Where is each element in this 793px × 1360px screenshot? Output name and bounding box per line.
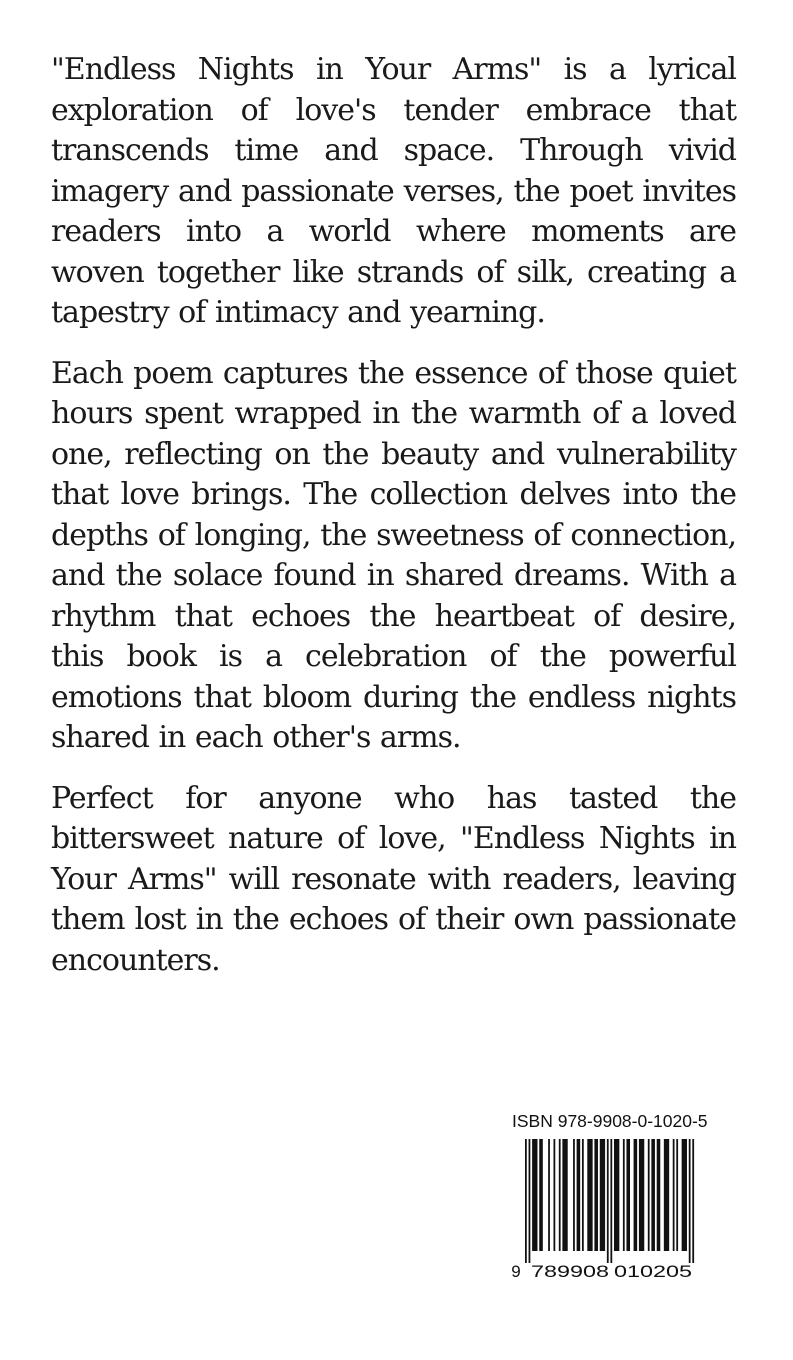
- barcode-bar: [587, 1139, 592, 1251]
- barcode-lead-digit: 9: [511, 1262, 521, 1281]
- barcode-bar: [548, 1139, 550, 1251]
- barcode-bar: [529, 1139, 531, 1263]
- barcode-bar: [532, 1139, 537, 1251]
- barcode-bar: [692, 1139, 694, 1263]
- barcode-bar: [562, 1139, 567, 1251]
- description-paragraph-1: "Endless Nights in Your Arms" is a lyrical exploration of love's tender embrace that transcends time and space. Through vivid imagery and passionate verses, the poet invites readers into a world where moments are woven together like strands of silk, creating a tapestry of intimacy and yearning.: [51, 52, 736, 330]
- isbn-barcode-block: [508, 1109, 708, 1284]
- barcode-bar: [573, 1139, 575, 1251]
- barcode-bar: [689, 1139, 691, 1263]
- barcode-right-digits: 010205: [614, 1262, 692, 1281]
- barcode-bar: [559, 1139, 561, 1251]
- barcode-bar: [648, 1139, 650, 1251]
- barcode-bar: [594, 1139, 598, 1251]
- barcode-bar: [651, 1139, 655, 1251]
- barcode-bar: [664, 1139, 669, 1251]
- barcode-bar: [614, 1139, 619, 1251]
- barcode-bar: [607, 1139, 609, 1263]
- barcode-bar: [676, 1139, 678, 1251]
- barcode-bar: [525, 1139, 527, 1263]
- barcode-bar: [682, 1139, 687, 1251]
- barcode-bar: [634, 1139, 638, 1251]
- barcode-bar: [610, 1139, 612, 1263]
- barcode-bar: [600, 1139, 605, 1251]
- barcode-bar: [539, 1139, 543, 1251]
- barcode-image: [508, 1137, 708, 1282]
- book-description: [51, 50, 736, 1001]
- barcode-bar: [623, 1139, 625, 1251]
- barcode-bar: [673, 1139, 675, 1251]
- barcode-bar: [577, 1139, 581, 1251]
- description-paragraph-2: Each poem captures the essence of those quiet hours spent wrapped in the warmth of a loved one, reflecting on the beauty and vulnerability that love brings. The collection delves into the depths of longing, the sweetness of connection, and the solace found in shared dreams. With a rhythm that echoes the heartbeat of desire, this book is a celebration of the powerful emotions that bloom during the endless nights shared in each other's arms.: [51, 355, 736, 755]
- isbn-label: ISBN 978-9908-0-1020-5: [512, 1111, 708, 1131]
- description-paragraph-3: Perfect for anyone who has tasted the bittersweet nature of love, "Endless Nights in Your Arms" will resonate with readers, leaving them lost in the echoes of their own passionate encounters.: [51, 780, 736, 978]
- barcode-bar: [582, 1139, 584, 1251]
- barcode-left-digits: 789908: [531, 1262, 609, 1281]
- barcode-bar: [626, 1139, 630, 1251]
- barcode-bar: [657, 1139, 661, 1251]
- barcode-bar: [639, 1139, 644, 1251]
- barcode-bar: [553, 1139, 555, 1251]
